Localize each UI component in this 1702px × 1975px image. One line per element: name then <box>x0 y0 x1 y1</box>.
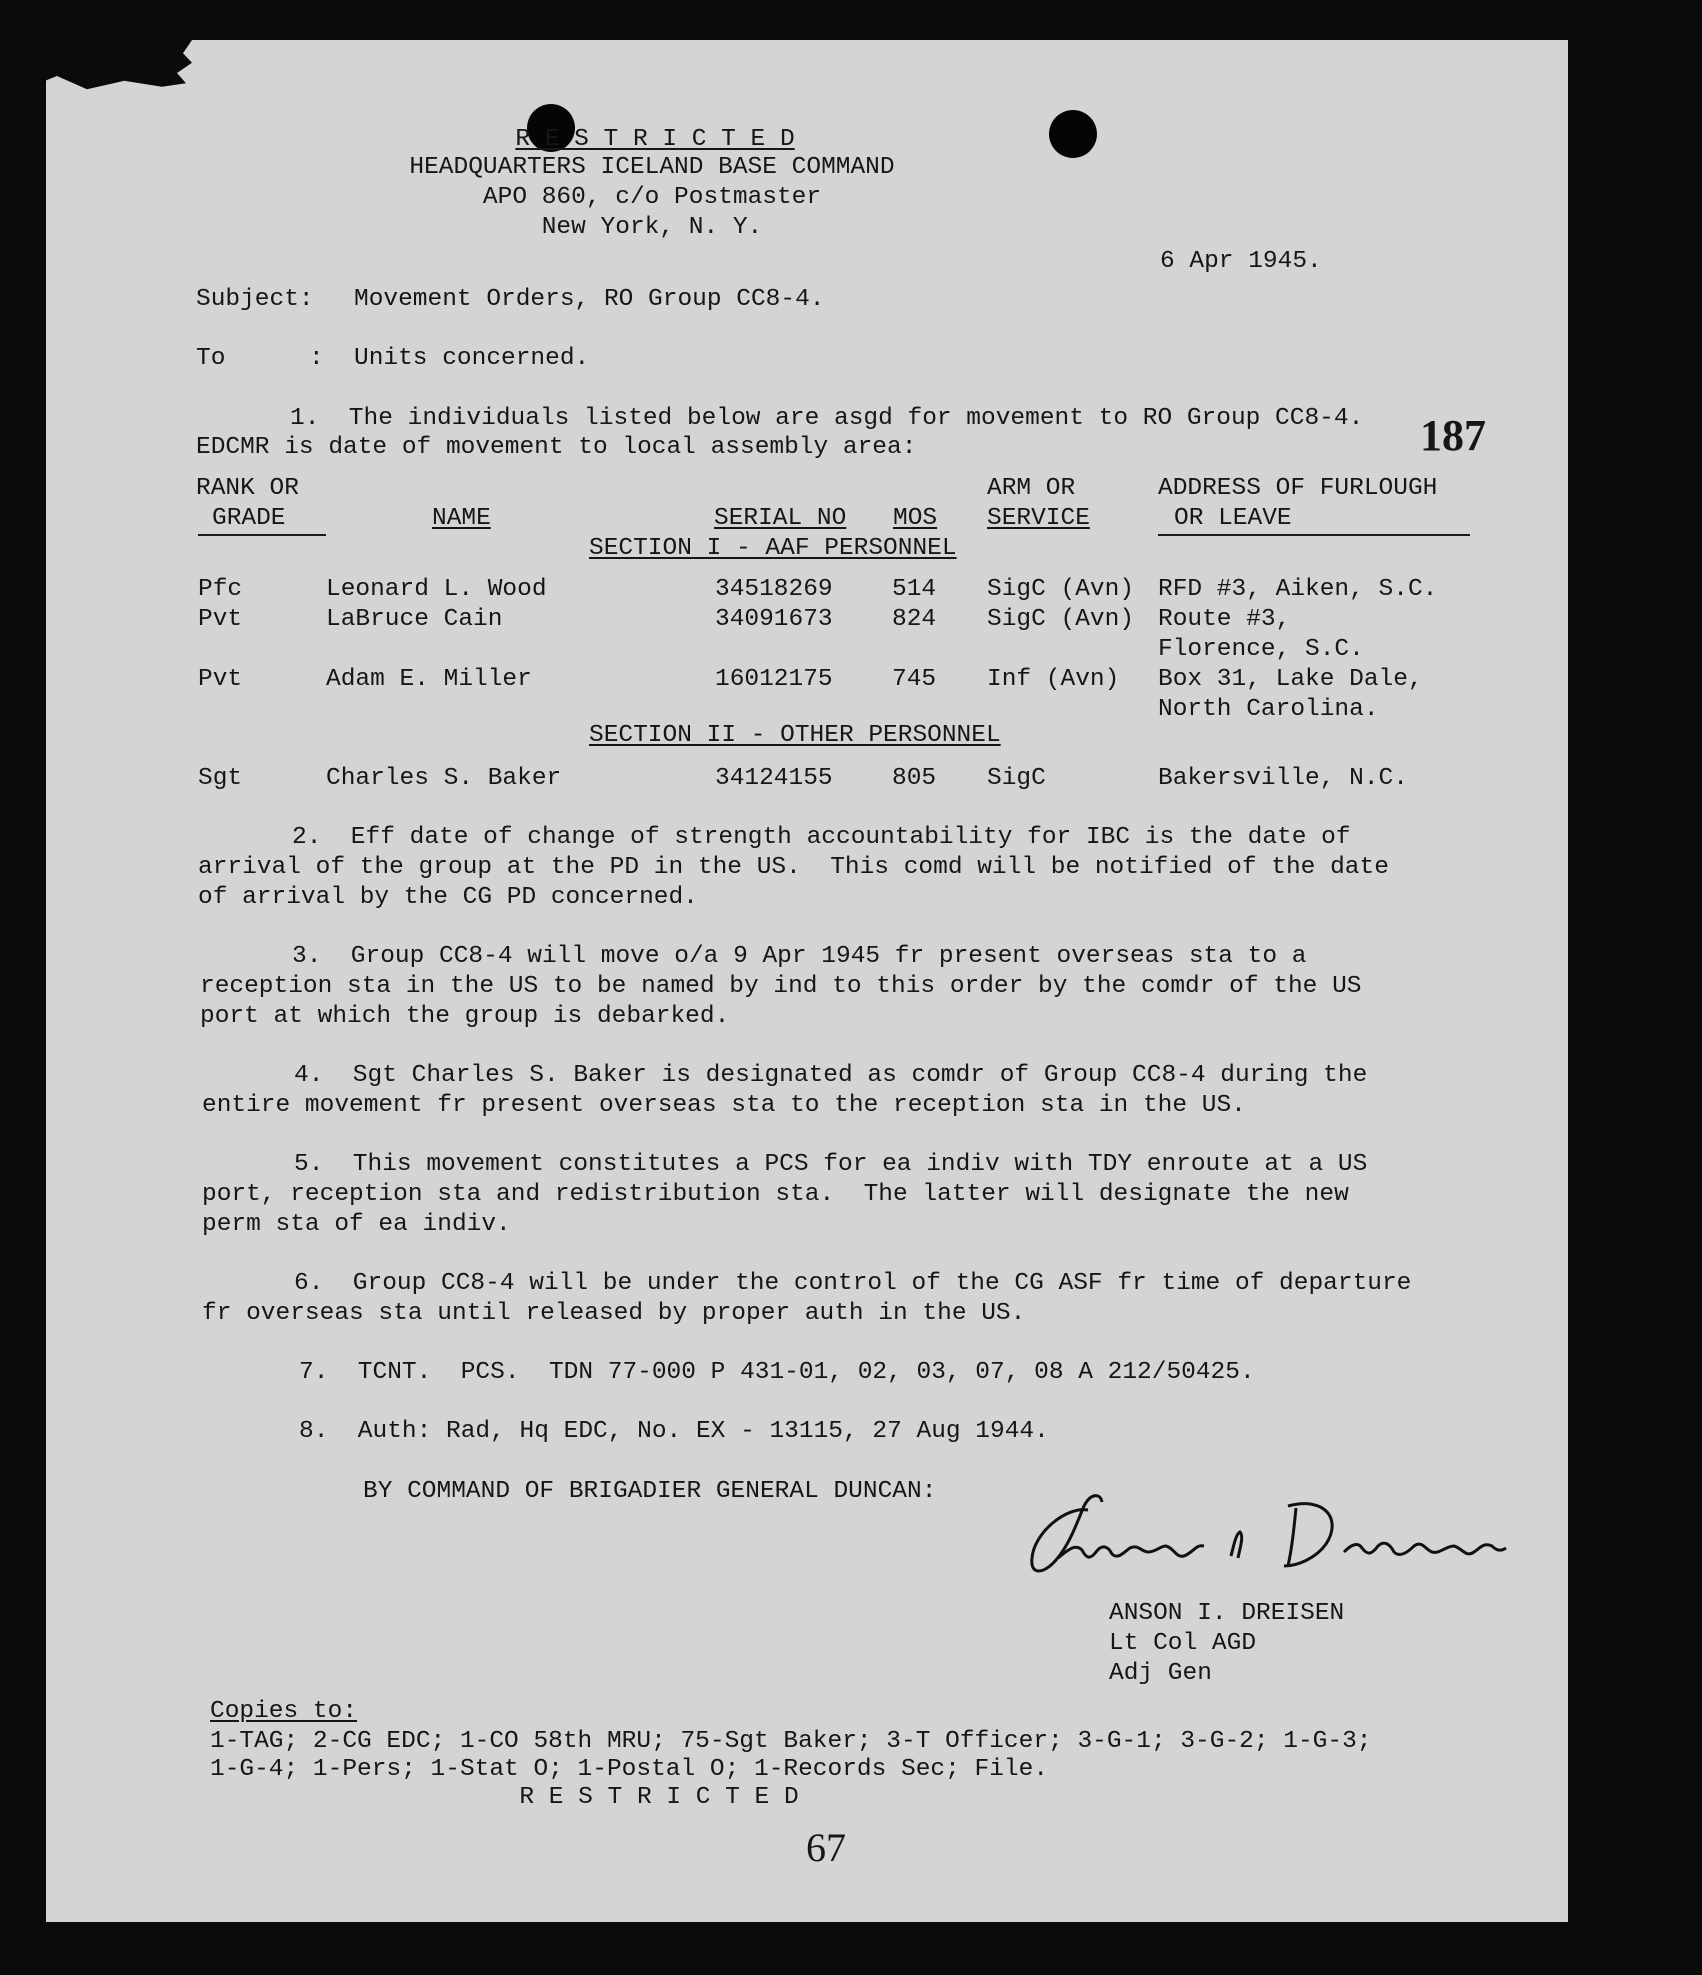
para2-line3: of arrival by the CG PD concerned. <box>198 884 698 911</box>
para3-line3: port at which the group is debarked. <box>200 1003 730 1030</box>
para2-line2: arrival of the group at the PD in the US. This comd will be notified of the date <box>198 854 1389 881</box>
header-rank-1: RANK OR <box>196 475 299 502</box>
signer-rank: Lt Col AGD <box>1109 1630 1257 1657</box>
torn-corner <box>42 40 192 100</box>
para4-line1: 4. Sgt Charles S. Baker is designated as comdr of Group CC8-4 during the <box>294 1062 1368 1089</box>
para6-line2: fr overseas sta until released by proper auth in the US. <box>202 1300 1026 1327</box>
handwritten-signature <box>1026 1448 1546 1598</box>
subject-label: Subject: <box>196 286 314 313</box>
to-colon: : <box>309 345 324 372</box>
row3-name: Adam E. Miller <box>326 666 532 693</box>
row4-address: Bakersville, N.C. <box>1158 765 1408 792</box>
para3-line2: reception sta in the US to be named by ind to this order by the comdr of the US <box>200 973 1362 1000</box>
row1-rank: Pfc <box>198 576 243 603</box>
document-date: 6 Apr 1945. <box>1160 248 1322 275</box>
copies-line2: 1-G-4; 1-Pers; 1-Stat O; 1-Postal O; 1-Records Sec; File. <box>210 1756 1049 1783</box>
header-arm-1: ARM OR <box>987 475 1076 502</box>
row3-address-1: Box 31, Lake Dale, <box>1158 666 1423 693</box>
header-address-2: OR LEAVE <box>1174 505 1292 532</box>
row2-rank: Pvt <box>198 606 243 633</box>
row1-serial: 34518269 <box>715 576 833 603</box>
command-line: BY COMMAND OF BRIGADIER GENERAL DUNCAN: <box>363 1478 937 1505</box>
document-page <box>46 40 1568 1922</box>
header-name: NAME <box>432 505 491 532</box>
row1-arm: SigC (Avn) <box>987 576 1135 603</box>
header-arm-2: SERVICE <box>987 505 1090 532</box>
org-name: HEADQUARTERS ICELAND BASE COMMAND <box>409 154 895 181</box>
row3-address-2: North Carolina. <box>1158 696 1379 723</box>
para5-line2: port, reception sta and redistribution sta. The latter will designate the new <box>202 1181 1349 1208</box>
para5-line1: 5. This movement constitutes a PCS for ea indiv with TDY enroute at a US <box>294 1151 1368 1178</box>
row3-rank: Pvt <box>198 666 243 693</box>
row3-arm: Inf (Avn) <box>987 666 1120 693</box>
to-text: Units concerned. <box>354 345 590 372</box>
para6-line1: 6. Group CC8-4 will be under the control of the CG ASF fr time of departure <box>294 1270 1412 1297</box>
classification-top: R E S T R I C T E D <box>515 126 795 153</box>
para1-line2: EDCMR is date of movement to local assembly area: <box>196 434 917 461</box>
row2-arm: SigC (Avn) <box>987 606 1135 633</box>
row4-arm: SigC <box>987 765 1046 792</box>
row4-rank: Sgt <box>198 765 243 792</box>
apo-line: APO 860, c/o Postmaster <box>482 184 822 211</box>
section-1-heading: SECTION I - AAF PERSONNEL <box>589 535 957 562</box>
row1-address: RFD #3, Aiken, S.C. <box>1158 576 1438 603</box>
row4-serial: 34124155 <box>715 765 833 792</box>
copies-line1: 1-TAG; 2-CG EDC; 1-CO 58th MRU; 75-Sgt Baker; 3-T Officer; 3-G-1; 3-G-2; 1-G-3; <box>210 1728 1372 1755</box>
section-2-heading: SECTION II - OTHER PERSONNEL <box>589 722 1001 749</box>
row1-name: Leonard L. Wood <box>326 576 547 603</box>
row2-serial: 34091673 <box>715 606 833 633</box>
para5-line3: perm sta of ea indiv. <box>202 1211 511 1238</box>
row4-mos: 805 <box>892 765 937 792</box>
copies-label: Copies to: <box>210 1698 358 1725</box>
signer-name: ANSON I. DREISEN <box>1109 1600 1345 1627</box>
para3-line1: 3. Group CC8-4 will move o/a 9 Apr 1945 fr present overseas sta to a <box>292 943 1307 970</box>
subject-text: Movement Orders, RO Group CC8-4. <box>354 286 825 313</box>
header-serial: SERIAL NO <box>714 505 847 532</box>
row4-name: Charles S. Baker <box>326 765 562 792</box>
classification-bottom: R E S T R I C T E D <box>519 1784 799 1811</box>
header-rank-rule <box>198 534 326 536</box>
handwritten-page-number: 67 <box>806 1825 846 1870</box>
para1-line1: 1. The individuals listed below are asgd for movement to RO Group CC8-4. <box>290 405 1364 432</box>
page-stamp: 187 <box>1420 411 1486 460</box>
para4-line2: entire movement fr present overseas sta to the reception sta in the US. <box>202 1092 1246 1119</box>
signer-title: Adj Gen <box>1109 1660 1212 1687</box>
row3-mos: 745 <box>892 666 937 693</box>
to-label: To <box>196 345 226 372</box>
para7: 7. TCNT. PCS. TDN 77-000 P 431-01, 02, 03, 07, 08 A 212/50425. <box>299 1359 1255 1386</box>
para2-line1: 2. Eff date of change of strength accountability for IBC is the date of <box>292 824 1351 851</box>
header-mos: MOS <box>893 505 938 532</box>
punch-hole-right <box>1049 110 1097 158</box>
row3-serial: 16012175 <box>715 666 833 693</box>
row2-address-1: Route #3, <box>1158 606 1291 633</box>
header-address-1: ADDRESS OF FURLOUGH <box>1158 475 1438 502</box>
header-rank-2: GRADE <box>212 505 286 532</box>
header-address-rule <box>1158 534 1470 536</box>
row2-name: LaBruce Cain <box>326 606 503 633</box>
row2-mos: 824 <box>892 606 937 633</box>
city-line: New York, N. Y. <box>541 214 763 241</box>
row1-mos: 514 <box>892 576 937 603</box>
row2-address-2: Florence, S.C. <box>1158 636 1364 663</box>
para8: 8. Auth: Rad, Hq EDC, No. EX - 13115, 27 Aug 1944. <box>299 1418 1049 1445</box>
